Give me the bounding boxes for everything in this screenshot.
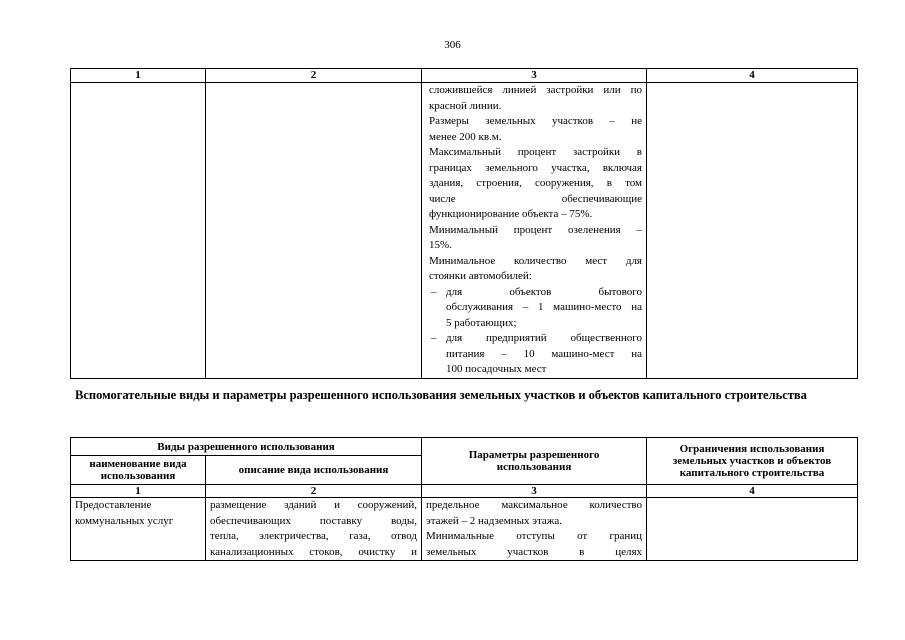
column-number: 3 [422,485,647,498]
cell-restrictions [647,83,858,379]
parameter-line: Размеры земельных участков – не [429,115,642,127]
list-line: для объектов бытового [446,285,642,298]
parameter-line: 15%. [429,239,452,251]
parameter-line: Минимальный процент озеленения – [429,223,642,236]
parameter-line: Максимальный процент застройки в [429,146,642,158]
parameter-line: функционирование объекта – 75%. [429,208,593,220]
column-number: 2 [206,485,422,498]
header-row [71,438,858,456]
column-numbers-row [71,69,858,83]
cell-restrictions [647,498,858,561]
cell-name [71,83,206,379]
column-number: 1 [71,485,206,498]
parameter-line: предельное максимальное количество [426,499,643,511]
column-number: 1 [71,69,206,83]
list-line: для предприятий общественного [446,332,642,344]
cell-name: Предоставление коммунальных услуг [71,498,206,561]
cell-description [206,83,422,379]
cell-parameters [422,83,647,379]
cell-description [206,498,422,561]
parameter-line: земельных участков в целях [426,545,643,558]
page-number: 306 [444,39,461,51]
parameter-line: сложившейся линией застройки или по [429,84,642,96]
parameter-line: Минимальные отступы от границ [426,530,643,542]
column-number: 3 [422,69,647,83]
list-line: 5 работающих; [446,316,517,329]
parameter-line: здания, строения, сооружения, в том [429,177,642,189]
header-name: наименование вида использования [71,456,206,485]
header-description: описание вида использования [206,456,422,485]
parameter-line: менее 200 кв.м. [429,130,502,143]
column-number: 2 [206,69,422,83]
description-line: тепла, электричества, газа, отвод [210,530,418,542]
column-number: 4 [647,485,858,498]
cell-parameters [422,498,647,561]
description-line: канализационных стоков, очистку и [210,545,418,558]
column-number: 4 [647,69,858,83]
parameter-line: границах земельного участка, включая [429,161,642,174]
header-parameters: Параметры разрешенного использования [422,438,647,485]
table-row [71,83,858,379]
header-group: Виды разрешенного использования [71,438,422,456]
auxiliary-uses-table [70,437,858,561]
list-line: 100 посадочных мест [446,363,547,375]
list-line: обслуживания – 1 машино-место на [446,301,642,313]
parameter-line: красной линии. [429,99,502,112]
list-item [429,285,642,332]
dash-bullet: – [431,285,437,298]
column-numbers-row [71,485,858,498]
list-item [429,331,642,378]
continuation-table [70,68,858,379]
table-row [71,498,858,561]
description-line: размещение зданий и сооружений, [210,499,418,511]
description-line: обеспечивающих поставку воды, [210,514,418,527]
parameter-line: этажей – 2 надземных этажа. [426,514,563,527]
parameter-line: стоянки автомобилей: [429,270,532,282]
section-heading: Вспомогательные виды и параметры разрешенного использования земельных участков и объектов капитального строительства [75,388,807,402]
dash-bullet: – [431,332,437,344]
list-line: питания – 10 машино-мест на [446,347,642,360]
parameter-line: числе обеспечивающие [429,192,642,205]
parameter-line: Минимальное количество мест для [429,254,642,267]
header-restrictions: Ограничения использования земельных участков и объектов капитального строительства [647,438,858,485]
